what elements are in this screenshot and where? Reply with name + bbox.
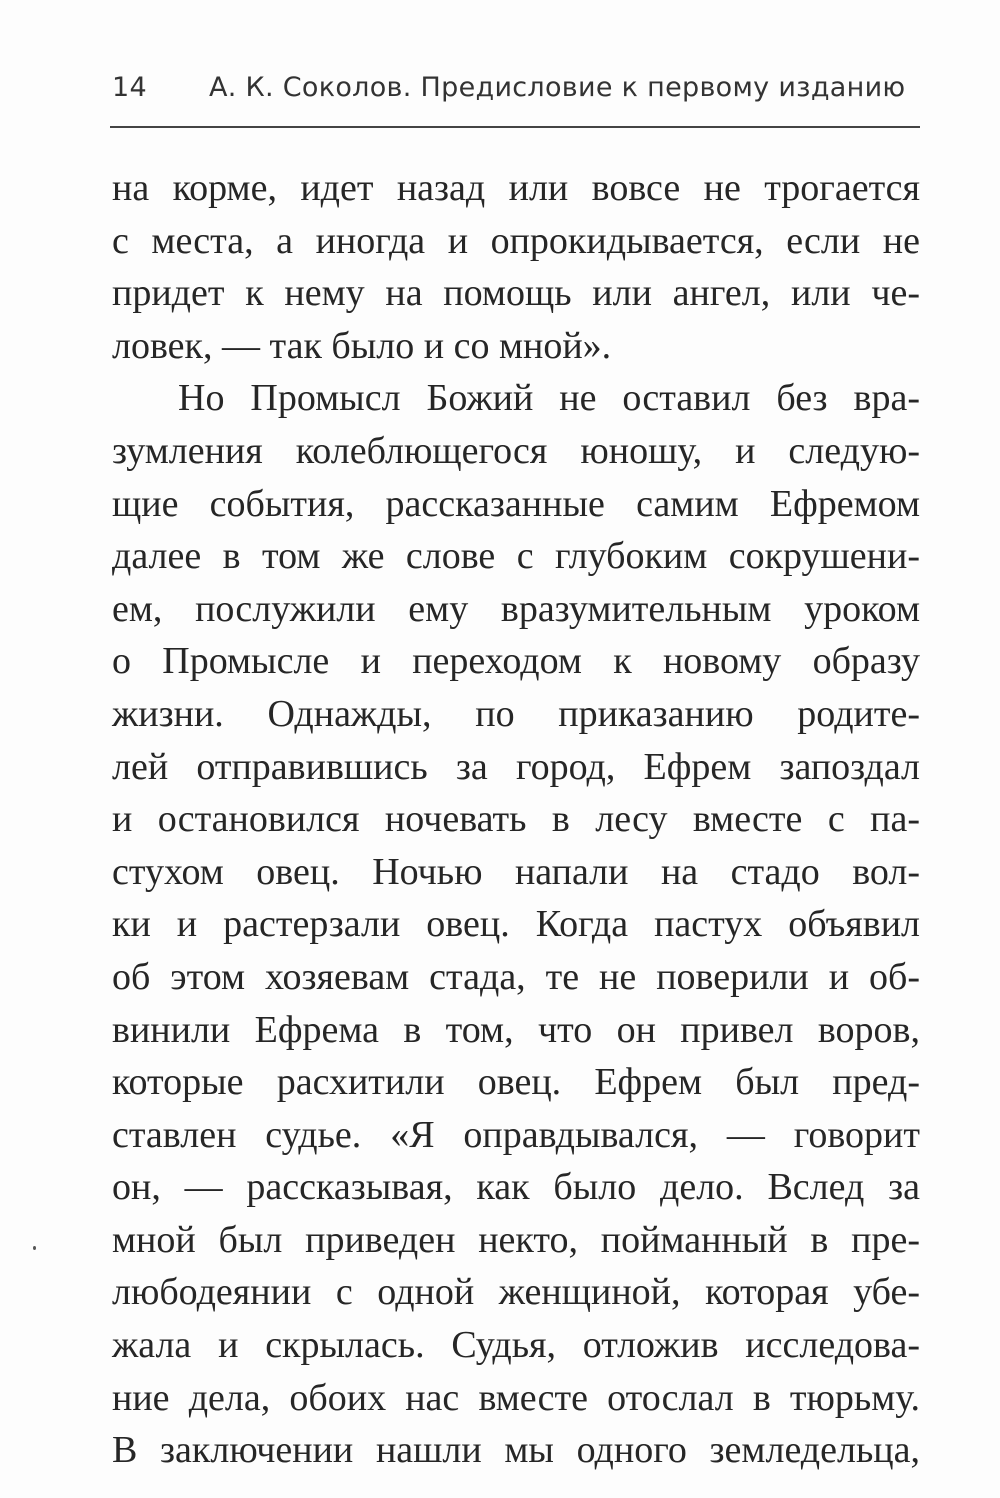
text-line: щие события, рассказанные самим Ефремом (112, 482, 920, 525)
running-head (112, 72, 920, 112)
text-line: любодеянии с одной женщиной, которая убе- (112, 1271, 920, 1314)
text-line: стухом овец. Ночью напали на стадо вол- (112, 850, 920, 893)
text-line: об этом хозяевам стада, те не поверили и об- (112, 955, 920, 998)
text-line: далее в том же слове с глубоким сокрушени- (112, 535, 920, 578)
text-line: жала и скрылась. Судья, отложив исследова- (112, 1324, 920, 1367)
running-head-title: А. К. Соколов. Предисловие к первому изданию (209, 72, 906, 103)
text-line: жизни. Однажды, по приказанию родите- (112, 692, 920, 735)
text-line: придет к нему на помощь или ангел, или че- (112, 272, 920, 315)
body-text (112, 162, 920, 1477)
text-line: ем, послужили ему вразумительным уроком (112, 587, 920, 630)
print-speck (33, 1246, 36, 1250)
text-line: винили Ефрема в том, что он привел воров, (112, 1008, 920, 1051)
text-line: на корме, идет назад или вовсе не трогается (112, 167, 920, 209)
text-line: и остановился ночевать в лесу вместе с па- (112, 798, 920, 841)
text-line: ние дела, обоих нас вместе отослал в тюрьму. (112, 1376, 920, 1419)
text-line: которые расхитили овец. Ефрем был пред- (112, 1061, 920, 1104)
text-line: ставлен судье. «Я оправдывался, — говорит (112, 1113, 920, 1156)
text-line: лей отправившись за город, Ефрем запоздал (112, 745, 920, 788)
page-number: 14 (112, 72, 147, 103)
header-rule (110, 126, 920, 128)
text-line: он, — рассказывая, как было дело. Вслед за (112, 1166, 920, 1209)
text-line: мной был приведен некто, пойманный в пре- (112, 1218, 920, 1261)
text-line: ловек, — так было и со мной». (112, 324, 612, 367)
paragraph-first-line: Но Промысл Божий не оставил без вра- (178, 377, 920, 420)
text-line: В заключении нашли мы одного земледельца, (112, 1429, 920, 1472)
text-line: с места, а иногда и опрокидывается, если не (112, 219, 920, 262)
text-line: ки и растерзали овец. Когда пастух объявил (112, 903, 920, 946)
text-line: о Промысле и переходом к новому образу (112, 640, 920, 683)
text-line: зумления колеблющегося юношу, и следую- (112, 429, 920, 472)
